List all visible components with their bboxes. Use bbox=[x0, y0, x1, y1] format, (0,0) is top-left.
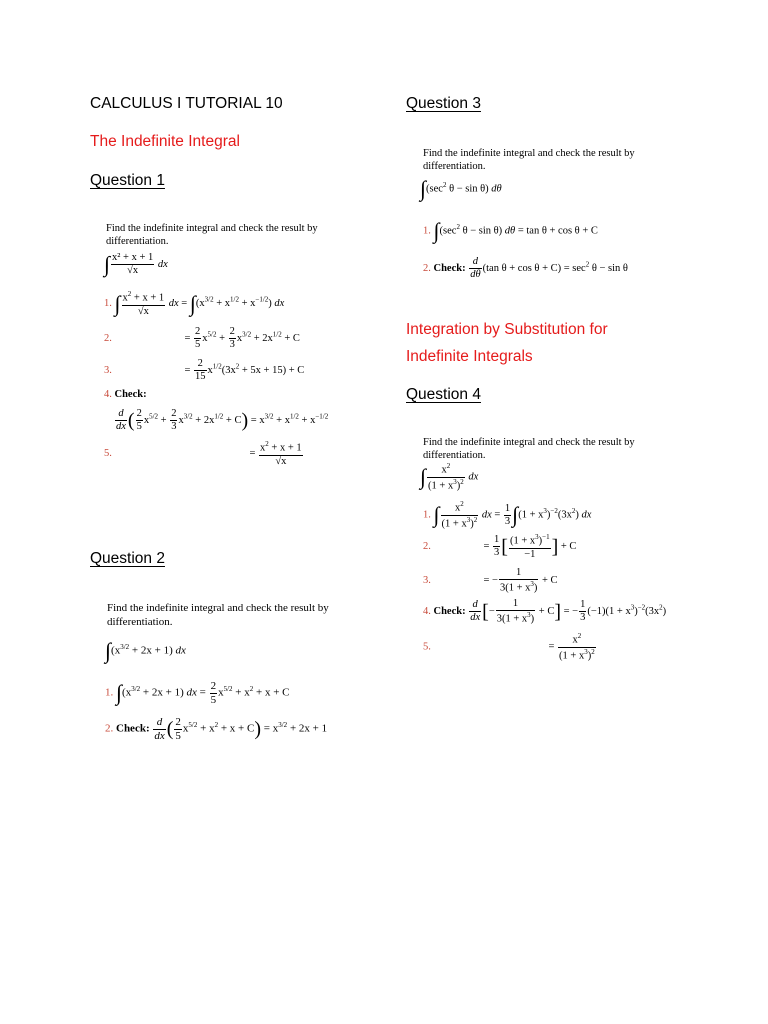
step-number: 5. bbox=[423, 641, 431, 653]
question-1-step-2: 2. = $\frac{2}{5}$ $x^{5/2}$ + $\frac{2}{3}$ $x^{3/2} + 2x^{1/2} + C$ bbox=[104, 326, 300, 351]
question-2-instruction: Find the indefinite integral and check the result by differentiation. bbox=[107, 602, 329, 628]
section-title-substitution-line-1: Integration by Substitution for bbox=[406, 321, 608, 338]
check-label: Check: bbox=[433, 606, 466, 618]
question-3-problem: $\int(\sec^2$ θ − sin θ) dθ bbox=[420, 176, 502, 201]
step-number: 3. bbox=[104, 364, 112, 376]
question-4-problem: ∫ $\frac{x^2}{(1 + x^3)^2}$ dx bbox=[420, 462, 479, 492]
question-1-problem: ∫ $\frac{\text{x² + x + 1}}{√x}$ dx bbox=[104, 251, 168, 277]
question-4-step-1: 1. ∫ $\frac{x^2}{(1 + x^3)^2}$ dx = $\frac{1}{3}$ $\int(1 + x^3)^{-2}(3x^2)$ dx bbox=[423, 500, 592, 530]
question-1-step-3: 3. = $\frac{2}{15}$ $x^{1/2}(3x^2 + 5x + 15) + C$ bbox=[104, 358, 305, 383]
question-4-step-4: 4. Check: $\frac{d}{dx}$ [− $\frac{1}{3(1 + x^3)}$ + C] = − $\frac{1}{3}$ $(-1)(1 + x^3)^{-2}(3x^2)$ bbox=[423, 598, 667, 625]
question-4-step-3: 3. = − $\frac{1}{3(1 + x^3)}$ + C bbox=[423, 567, 558, 594]
step-number: 2. bbox=[104, 332, 112, 344]
section-title-indefinite-integral: The Indefinite Integral bbox=[90, 133, 240, 150]
check-label: Check: bbox=[114, 389, 147, 400]
problem-denominator: √x bbox=[127, 265, 139, 277]
check-label: Check: bbox=[116, 722, 150, 735]
question-2-heading: Question 2 bbox=[90, 550, 165, 567]
step-number: 2. bbox=[423, 541, 431, 553]
question-2-problem: $\int(x^{3/2} + 2x + 1)$ dx bbox=[105, 638, 186, 663]
question-4-step-2: 2. = $\frac{1}{3}$ [ $\frac{(1 + x^3)^{-1}}{-1}$ ] + C bbox=[423, 533, 577, 560]
step-number: 4. bbox=[423, 606, 431, 618]
problem-dx: dx bbox=[157, 258, 168, 270]
question-3-step-2: 2. Check: $\frac{d}{d\theta}$ (tan $\theta + \cos \theta + C) = \sec^2 \theta - \sin \theta$ bbox=[423, 256, 628, 281]
section-title-substitution-line-2: Indefinite Integrals bbox=[406, 348, 533, 365]
step-number: 2. bbox=[105, 722, 114, 735]
question-4-instruction: Find the indefinite integral and check the result by differentiation. bbox=[423, 437, 635, 462]
step-number: 3. bbox=[423, 575, 431, 587]
step-number: 1. bbox=[423, 509, 431, 521]
question-3-instruction: Find the indefinite integral and check the result by differentiation. bbox=[423, 148, 635, 173]
problem-numerator: x² + x + 1 bbox=[111, 252, 154, 265]
step-number: 1. bbox=[105, 686, 114, 699]
document-title: CALCULUS I TUTORIAL 10 bbox=[90, 95, 283, 112]
question-1-step-5: 5. = $\frac{x^2 + x + 1}{√x}$ bbox=[104, 440, 302, 467]
question-2-step-1: 1. $\int(x^{3/2} + 2x + 1)$ dx = $\frac{2}{5}$ $x^{5/2} + x^2 + x + C$ bbox=[105, 680, 290, 706]
step-number: 5. bbox=[104, 448, 112, 460]
question-1-instruction: Find the indefinite integral and check the result by differentiation. bbox=[106, 223, 318, 248]
question-1-step-4 bbox=[104, 389, 147, 401]
question-1-check-expression: $\frac{d}{dx}$ ( $\frac{2}{5}$ $x^{5/2}$ + $\frac{2}{3}$ $x^{3/2} + 2x^{1/2} + C) = x^{3/2} + x^{1/2} + x^{-1/2}$ bbox=[116, 408, 329, 433]
question-2-step-2: 2. Check: $\frac{d}{dx}$ ( $\frac{2}{5}$ $x^{5/2} + x^2 + x + C) = x^{3/2} + 2x + 1$ bbox=[105, 716, 328, 742]
step-number: 1. bbox=[104, 298, 112, 310]
question-3-heading: Question 3 bbox=[406, 95, 481, 112]
question-4-heading: Question 4 bbox=[406, 386, 481, 403]
check-label: Check: bbox=[433, 262, 466, 274]
step-number: 2. bbox=[423, 262, 431, 274]
question-3-step-1: 1. $\int(\sec^2$ θ − sin θ) dθ = tan θ + cos θ + C bbox=[423, 218, 598, 243]
step-number: 1. bbox=[423, 225, 431, 237]
question-1-heading: Question 1 bbox=[90, 172, 165, 189]
step-number: 4. bbox=[104, 389, 112, 400]
question-4-step-5: 5. = $\frac{x^2}{(1 + x^3)^2}$ bbox=[423, 632, 595, 662]
question-1-step-1: 1. ∫ $\frac{x^2 + x + 1}{√x}$ dx = $\int(x^{3/2} + x^{1/2} + x^{-1/2})$ dx bbox=[104, 290, 285, 317]
